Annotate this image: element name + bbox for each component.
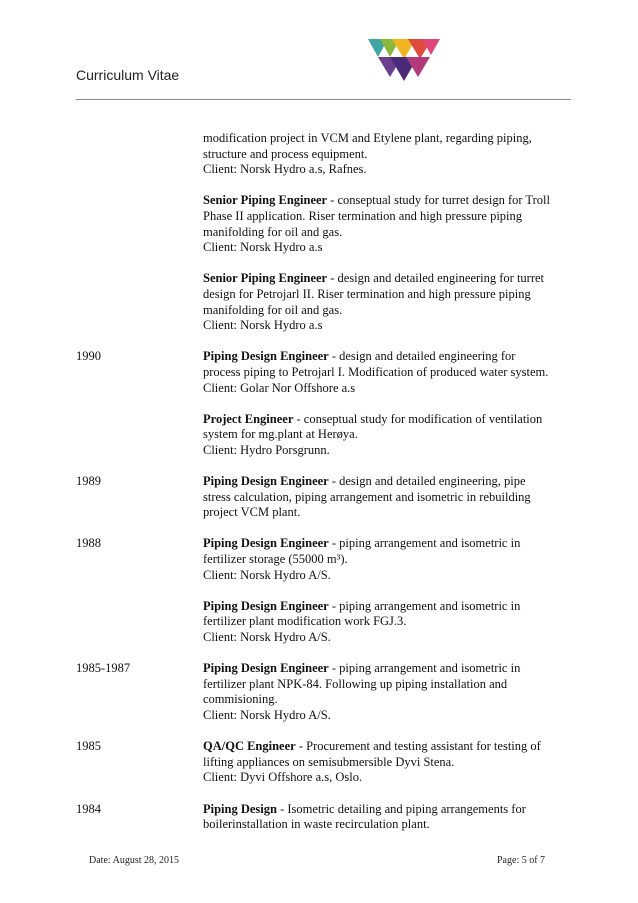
- experience-entry: [76, 349, 566, 474]
- entry-year: [76, 131, 203, 349]
- role-text-line: [203, 817, 566, 833]
- entry-year: 1985: [76, 739, 101, 754]
- header-title: Curriculum Vitae: [76, 67, 180, 83]
- entry-description: [203, 739, 566, 801]
- experience-entry: [76, 661, 566, 739]
- role-paragraph: [203, 193, 566, 255]
- role-text: Client: Norsk Hydro A/S.: [203, 630, 331, 644]
- role-text: - design and detailed engineering for turret: [327, 271, 545, 286]
- role-title: Piping Design Engineer: [203, 536, 329, 551]
- role-text: process piping to Petrojarl I. Modification of produced water system.: [203, 364, 549, 379]
- role-text: boilerinstallation in waste recirculation plant.: [203, 817, 430, 832]
- role-text: commisioning.: [203, 692, 278, 707]
- role-text: stress calculation, piping arrangement and isometric in rebuilding: [203, 489, 531, 504]
- entry-description: [203, 474, 566, 536]
- role-text: - Isometric detailing and piping arrangements for: [276, 801, 526, 816]
- role-paragraph: [203, 739, 566, 786]
- role-title: Piping Design Engineer: [203, 474, 329, 489]
- entry-description: [203, 536, 566, 661]
- experience-entry: [76, 536, 566, 661]
- entry-year: 1990: [76, 349, 101, 364]
- role-text: design for Petrojarl II. Riser termination and high pressure piping: [203, 286, 531, 301]
- role-text-line: [203, 349, 566, 365]
- role-text-line: [203, 287, 566, 303]
- role-text-line: [203, 147, 566, 163]
- role-text-line: [203, 708, 566, 724]
- entry-description: [203, 349, 566, 474]
- role-text: structure and process equipment.: [203, 146, 368, 161]
- footer-date: Date: August 28, 2015: [89, 855, 179, 866]
- experience-entry: [76, 739, 566, 801]
- role-title: QA/QC Engineer: [203, 739, 296, 754]
- entry-year: 1985-1987: [76, 661, 131, 676]
- role-text: - design and detailed engineering, pipe: [328, 474, 526, 489]
- role-text: project VCM plant.: [203, 505, 301, 520]
- role-text: - Procurement and testing assistant for testing of: [295, 739, 541, 754]
- entry-year: 1984: [76, 801, 101, 816]
- role-paragraph: [203, 474, 566, 521]
- role-text-line: [203, 225, 566, 241]
- experience-list: [76, 131, 566, 848]
- role-text: Client: Norsk Hydro A/S.: [203, 567, 331, 582]
- entry-description: [203, 661, 566, 739]
- role-title: Project Engineer: [203, 411, 294, 426]
- experience-entry: [76, 474, 566, 536]
- role-text: - conseptual study for turret design for Troll: [327, 193, 550, 208]
- role-text-line: [203, 599, 566, 615]
- role-title: Senior Piping Engineer: [203, 271, 328, 286]
- entry-description: [203, 802, 566, 849]
- role-title: Piping Design Engineer: [203, 349, 329, 364]
- role-text-line: [203, 677, 566, 693]
- role-text: Client: Hydro Porsgrunn.: [203, 442, 330, 457]
- role-text: Client: Norsk Hydro a.s, Rafnes.: [203, 162, 367, 177]
- role-paragraph: [203, 412, 566, 459]
- role-text: - piping arrangement and isometric in: [328, 661, 521, 676]
- role-text-line: [203, 381, 566, 397]
- role-text: - design and detailed engineering for: [328, 349, 516, 364]
- role-paragraph: [203, 271, 566, 333]
- role-text: fertilizer plant NPK-84. Following up piping installation and: [203, 676, 508, 691]
- role-text-line: [203, 474, 566, 490]
- role-text-line: [203, 661, 566, 677]
- role-text-line: [203, 630, 566, 646]
- role-text-line: [203, 755, 566, 771]
- role-title: Piping Design: [203, 801, 277, 816]
- role-text: fertilizer storage (55000 m³).: [203, 552, 348, 567]
- role-paragraph: [203, 349, 566, 396]
- role-text-line: [203, 271, 566, 287]
- role-paragraph: [203, 802, 566, 833]
- role-text: - piping arrangement and isometric in: [328, 536, 521, 551]
- role-text: fertilizer plant modification work FGJ.3.: [203, 614, 407, 629]
- role-text-line: [203, 490, 566, 506]
- entry-year: 1988: [76, 536, 101, 551]
- role-paragraph: [203, 599, 566, 646]
- role-text: Client: Dyvi Offshore a.s, Oslo.: [203, 770, 363, 785]
- role-text: Client: Norsk Hydro a.s: [203, 240, 323, 255]
- role-text-line: [203, 193, 566, 209]
- role-title: Piping Design Engineer: [203, 661, 329, 676]
- experience-entry: [76, 802, 566, 849]
- footer-page-number: Page: 5 of 7: [497, 855, 546, 866]
- role-text: - piping arrangement and isometric in: [328, 598, 521, 613]
- role-text-line: [203, 240, 566, 256]
- role-title: Piping Design Engineer: [203, 598, 329, 613]
- role-text-line: [203, 614, 566, 630]
- entry-year: 1989: [76, 474, 101, 489]
- role-text: system for mg.plant at Herøya.: [203, 427, 358, 442]
- role-text-line: [203, 770, 566, 786]
- role-paragraph: [203, 661, 566, 723]
- role-text-line: [203, 443, 566, 459]
- role-text-line: [203, 209, 566, 225]
- role-paragraph: [203, 131, 566, 178]
- role-paragraph: [203, 536, 566, 583]
- role-text-line: [203, 412, 566, 428]
- role-title: Senior Piping Engineer: [203, 193, 328, 208]
- role-text: Client: Norsk Hydro a.s: [203, 318, 323, 333]
- role-text: Phase II application. Riser termination and high pressure piping: [203, 208, 523, 223]
- role-text-line: [203, 802, 566, 818]
- role-text-line: [203, 505, 566, 521]
- role-text: modification project in VCM and Etylene plant, regarding piping,: [203, 131, 532, 145]
- role-text-line: [203, 568, 566, 584]
- role-text-line: [203, 739, 566, 755]
- role-text: manifolding for oil and gas.: [203, 302, 343, 317]
- role-text-line: [203, 365, 566, 381]
- role-text-line: [203, 162, 566, 178]
- company-logo: [366, 37, 442, 81]
- role-text-line: [203, 318, 566, 334]
- role-text-line: [203, 536, 566, 552]
- role-text: Client: Golar Nor Offshore a.s: [203, 380, 356, 395]
- role-text-line: [203, 303, 566, 319]
- entry-description: [203, 131, 566, 349]
- role-text-line: [203, 552, 566, 568]
- role-text-line: [203, 131, 566, 147]
- role-text: manifolding for oil and gas.: [203, 224, 343, 239]
- experience-entry: [76, 131, 566, 349]
- header-divider: [76, 99, 571, 100]
- role-text: lifting appliances on semisubmersible Dyvi Stena.: [203, 754, 455, 769]
- role-text-line: [203, 692, 566, 708]
- role-text: Client: Norsk Hydro A/S.: [203, 707, 331, 722]
- role-text-line: [203, 427, 566, 443]
- role-text: - conseptual study for modification of ventilation: [293, 411, 543, 426]
